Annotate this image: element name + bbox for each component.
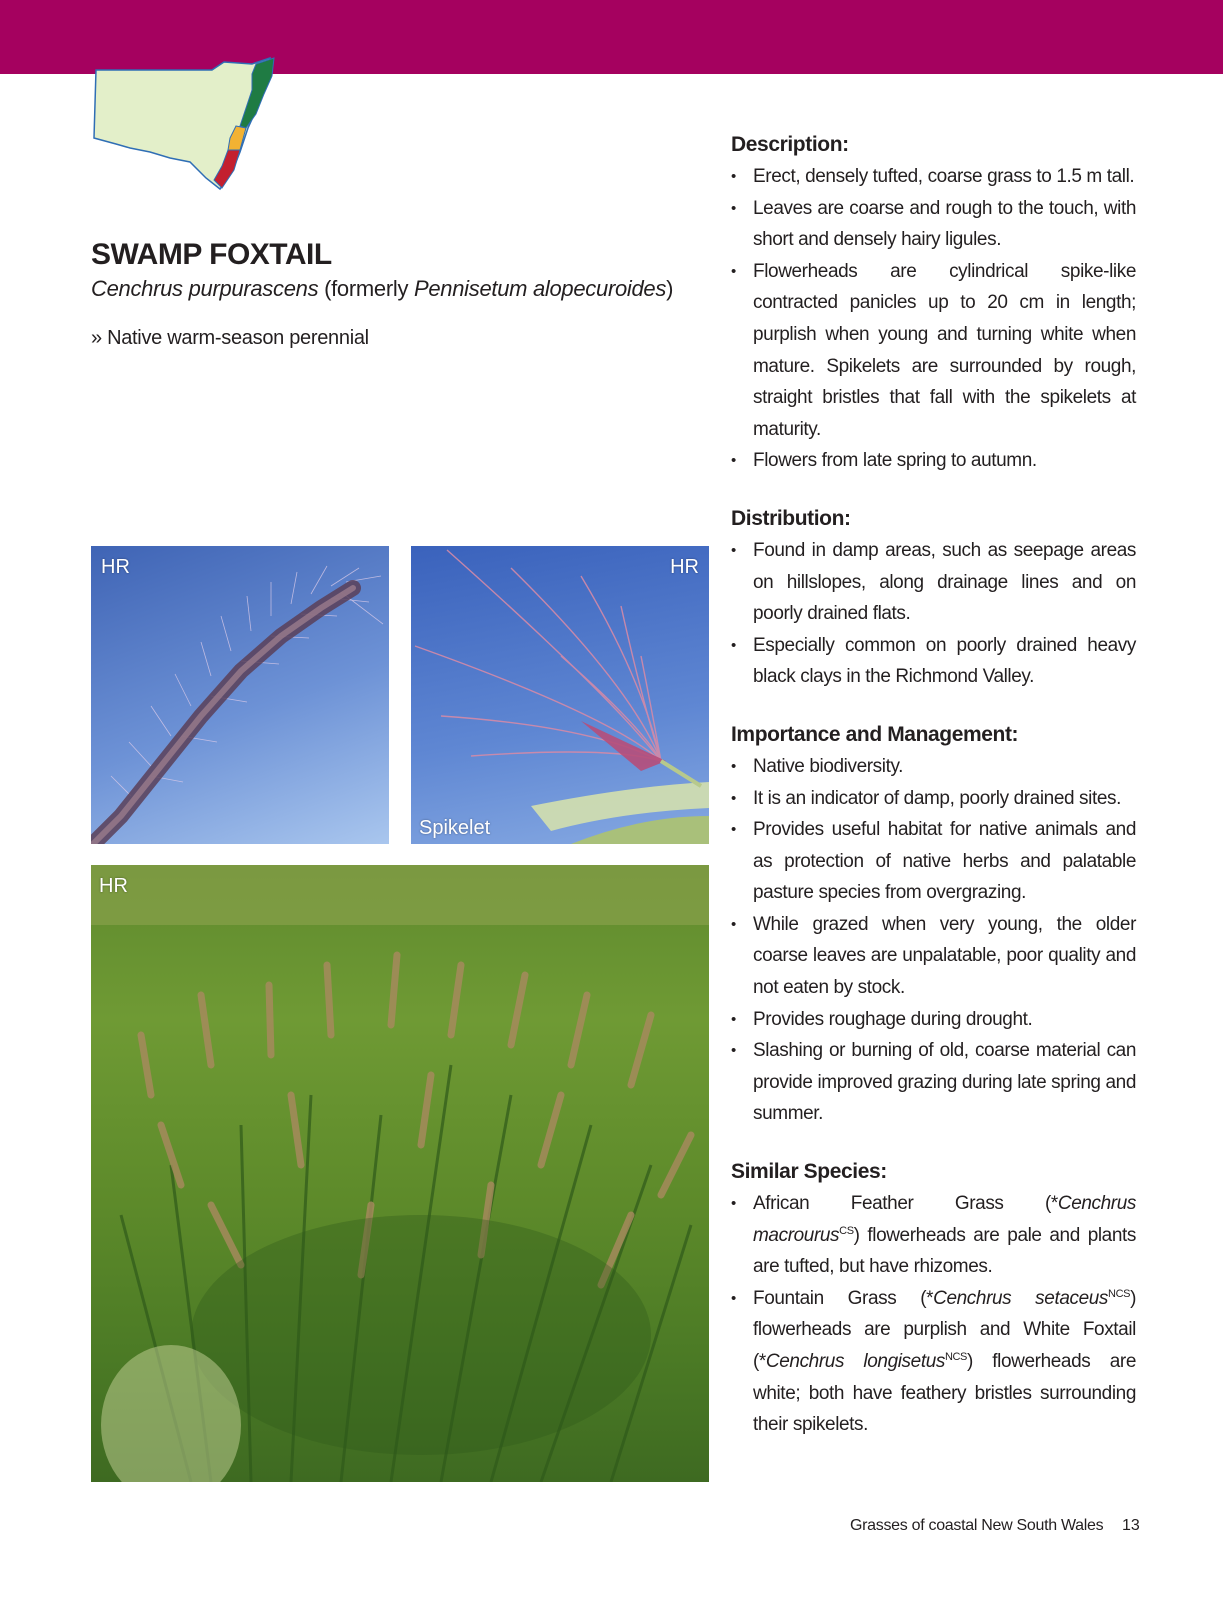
description-item: • Flowers from late spring to autumn.	[731, 445, 1136, 477]
importance-item: • While grazed when very young, the older coarse leaves are unpalatable, poor quality and not eaten by stock.	[731, 909, 1136, 1004]
footer-publication-title: Grasses of coastal New South Wales	[850, 1517, 1104, 1534]
similar-species-item: • Fountain Grass (*Cenchrus setaceus$^{NCS}$) flowerheads are purplish and White Foxtail (*Cenchrus longisetus$^{NCS}$) flowerheads are white; both have feathery bristles surrounding their spikelets.	[731, 1283, 1136, 1441]
description-item: • Erect, densely tufted, coarse grass to 1.5 m tall.	[731, 161, 1136, 193]
description-list	[731, 161, 1136, 477]
species-habit: » Native warm-season perennial	[91, 327, 369, 349]
plant-habit-image	[91, 865, 709, 1482]
distribution-item: • Especially common on poorly drained heavy black clays in the Richmond Valley.	[731, 630, 1136, 693]
description-item: • Leaves are coarse and rough to the touch, with short and densely hairy ligules.	[731, 193, 1136, 256]
description-heading: Description:	[731, 133, 849, 156]
nsw-distribution-map-icon	[90, 54, 290, 199]
importance-item: • Native biodiversity.	[731, 751, 1136, 783]
importance-item: • Slashing or burning of old, coarse material can provide improved grazing during late spring and summer.	[731, 1035, 1136, 1130]
species-scientific-name: Cenchrus purpurascens (formerly Pennisetum alopecuroides)	[91, 276, 674, 301]
spikelet-image	[411, 546, 709, 844]
species-details	[731, 133, 1136, 1441]
plant-photo-credit: HR	[99, 875, 128, 897]
flowerhead-image	[91, 546, 389, 844]
importance-heading: Importance and Management:	[731, 722, 1019, 746]
similar-species-list	[731, 1188, 1136, 1441]
distribution-list	[731, 535, 1136, 693]
spikelet-caption: Spikelet	[419, 817, 491, 839]
similar-species-heading: Similar Species:	[731, 1160, 887, 1184]
importance-item: • Provides useful habitat for native animals and as protection of native herbs and palatable pasture species from overgrazing.	[731, 814, 1136, 909]
importance-item: • Provides roughage during drought.	[731, 1004, 1136, 1036]
distribution-heading: Distribution:	[731, 506, 851, 530]
importance-list	[731, 751, 1136, 1130]
flowerhead-photo-credit: HR	[101, 556, 130, 578]
spikelet-photo-credit: HR	[670, 556, 699, 578]
flowerhead-photo	[91, 546, 389, 844]
spikelet-photo	[411, 546, 709, 844]
distribution-item: • Found in damp areas, such as seepage areas on hillslopes, along drainage lines and on poorly drained flats.	[731, 535, 1136, 630]
page-number: 13	[1122, 1517, 1140, 1534]
plant-habit-photo	[91, 865, 709, 1482]
species-common-name: SWAMP FOXTAIL	[91, 238, 332, 271]
similar-species-item: • African Feather Grass (*Cenchrus macrourus$^{CS}$) flowerheads are pale and plants are tufted, but have rhizomes.	[731, 1188, 1136, 1283]
importance-item: • It is an indicator of damp, poorly drained sites.	[731, 783, 1136, 815]
description-item: • Flowerheads are cylindrical spike-like contracted panicles up to 20 cm in length; purplish when young and turning white when mature. Spikelets are surrounded by rough, straight bristles that fall with the spikelets at maturity.	[731, 256, 1136, 446]
